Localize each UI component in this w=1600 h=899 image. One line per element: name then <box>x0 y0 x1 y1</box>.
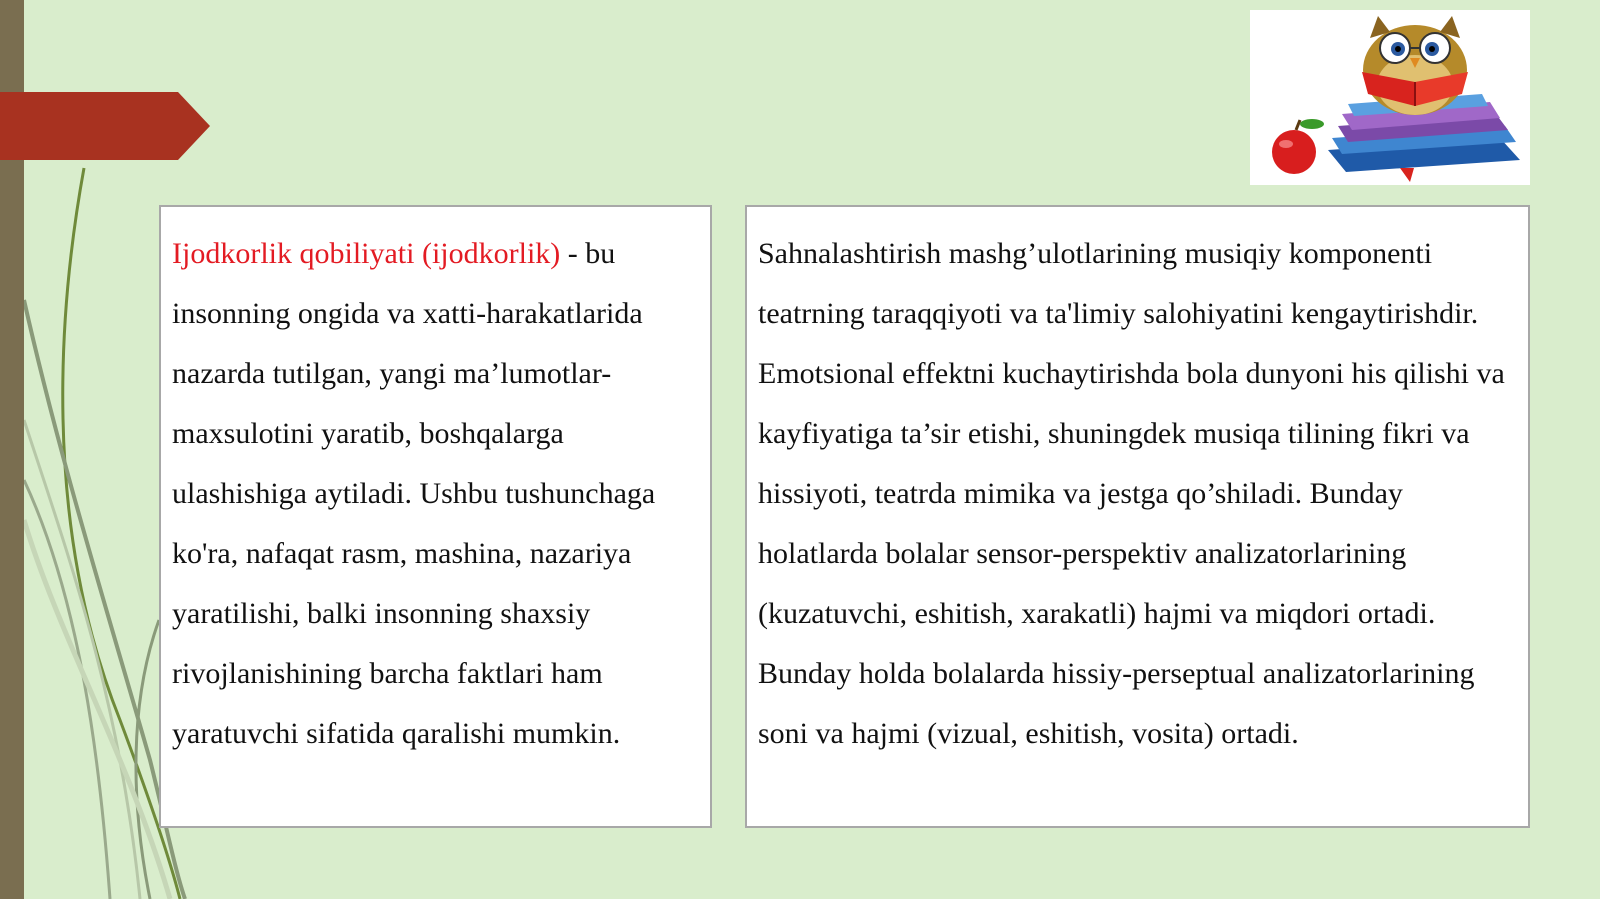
owl-reading-books-icon <box>1250 10 1530 185</box>
definition-text-box <box>159 205 712 828</box>
definition-body: - bu insonning ongida va xatti-harakatlarida nazarda tutilgan, yangi ma’lumotlar-maxsulotini yaratib, boshqalarga ulashishiga aytiladi. Ushbu tushunchaga ko'ra, nafaqat rasm, mashina, nazariya yaratilishi, balki insonning shaxsiy rivojlanishining barcha faktlari ham yaratuvchi sifatida qaralishi mumkin. <box>172 237 656 750</box>
music-component-text-box <box>745 205 1530 828</box>
music-component-body: Sahnalashtirish mashg’ulotlarining musiqiy komponenti teatrning taraqqiyoti va ta'limiy salohiyatini kengaytirishdir. Emotsional effektni kuchaytirishda bola dunyoni his qilishi va kayfiyatiga ta’sir etishi, shuningdek musiqa tilining fikri va hissiyoti, teatrda mimika va jestga qo’shiladi. Bunday holatlarda bolalar sensor-perspektiv analizatorlarining (kuzatuvchi, eshitish, xarakatli) hajmi va miqdori ortadi. Bunday holda bolalarda hissiy-perseptual analizatorlarining soni va hajmi (vizual, eshitish, vosita) ortadi. <box>758 237 1505 750</box>
arrow-banner <box>0 92 210 160</box>
highlighted-term: Ijodkorlik qobiliyati (ijodkorlik) <box>172 237 561 270</box>
